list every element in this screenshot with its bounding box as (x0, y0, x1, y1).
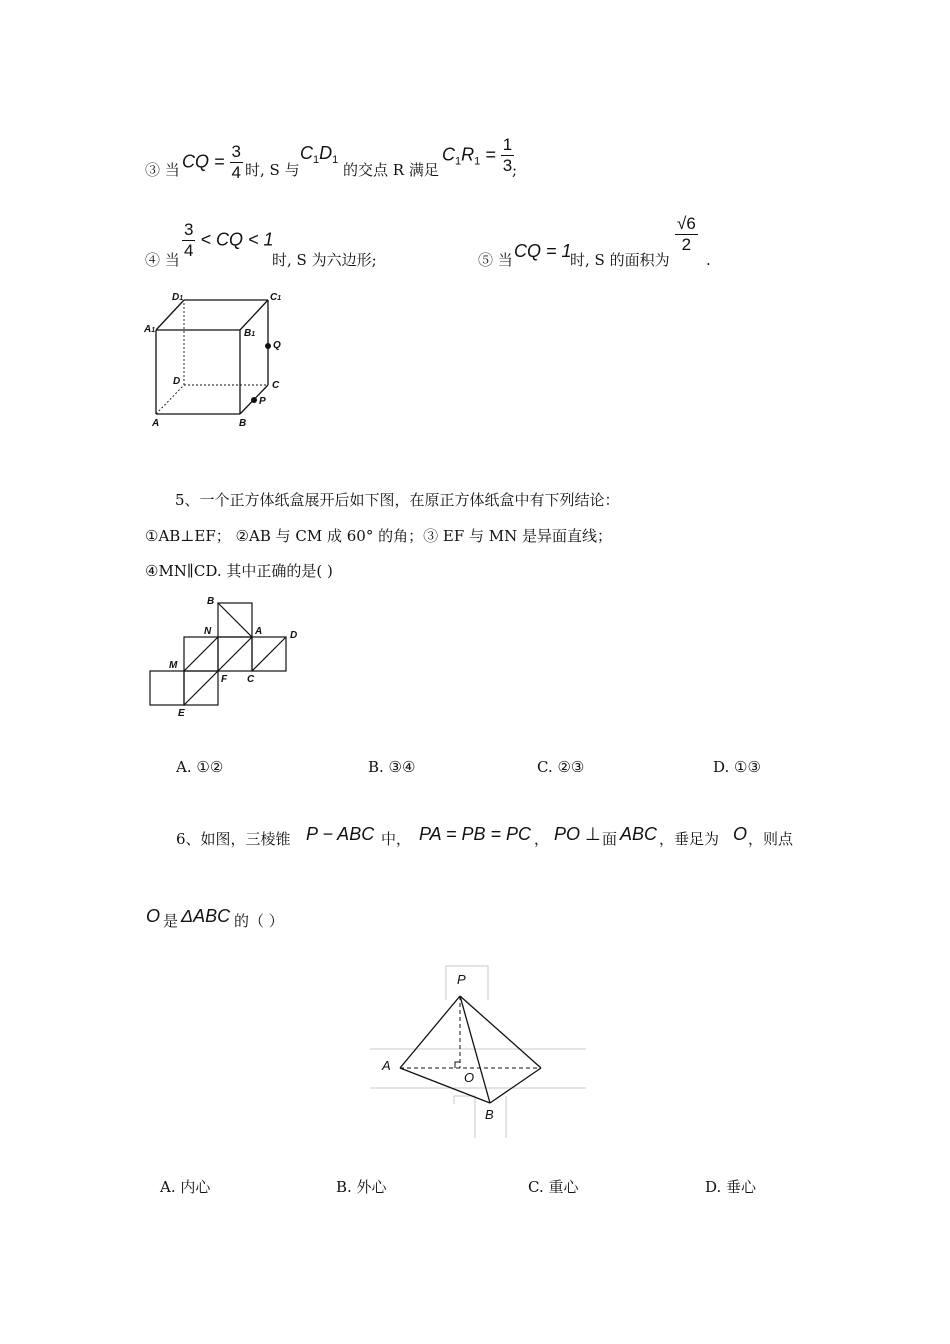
q5-stem: 5、一个正方体纸盒展开后如下图，在原正方体纸盒中有下列结论： (175, 491, 620, 509)
edge-pc (460, 996, 541, 1068)
pyramid-label-o: O (464, 1070, 475, 1085)
net-label-e: E (178, 708, 185, 719)
net-label-a: A (255, 626, 263, 637)
label-q: Q (273, 340, 281, 351)
item-5-suffix: . (706, 251, 711, 269)
q6-perpendicular: PO ⊥ (554, 824, 601, 844)
q6-pyramid: P − ABC (306, 824, 375, 844)
q5-statement-line3: ④MN∥CD. 其中正确的是( ) (145, 562, 333, 580)
q6-foot: O (733, 824, 748, 844)
edge-pa (400, 996, 460, 1068)
figure-frame-lines (370, 966, 586, 1138)
net-label-c: C (247, 674, 255, 685)
q5-statement-line2: ①AB⊥EF； ②AB 与 CM 成 60° 的角；③ EF 与 MN 是异面直线； (145, 527, 613, 545)
q6-face: 面 (602, 830, 618, 848)
label-p: P (259, 396, 266, 407)
label-c: C (272, 380, 280, 391)
net-label-n: N (204, 626, 212, 637)
q6-mid2: ，垂足为 (659, 830, 720, 848)
edge-ab-front (400, 1068, 490, 1103)
q6-end: ，则点 (748, 830, 794, 848)
label-b1: B1 (244, 328, 256, 339)
edge-bc-front (490, 1068, 541, 1103)
net-label-b: B (207, 596, 215, 607)
pyramid-label-b: B (485, 1107, 494, 1122)
net-label-m: M (169, 660, 178, 671)
item-4-inequality: < CQ < 1 (200, 229, 274, 250)
label-d1: D1 (172, 292, 184, 303)
pyramid-label-p: P (457, 972, 466, 987)
item-4-fraction: $\frac{3}{4}$ (184, 220, 194, 260)
q6-option-b[interactable]: B. 外心 (336, 1178, 387, 1196)
item-4-prefix: ④ 当 (145, 251, 180, 269)
item-3-mid: 时, S 与 (245, 161, 300, 179)
right-angle-mark (455, 1062, 460, 1068)
item-3-condition-fraction: $\frac{3}{4}$ (231, 142, 241, 182)
item-3-mid2: 的交点 R 满足 (343, 161, 439, 179)
label-b: B (239, 418, 247, 429)
item-3-result-fraction: $\frac{1}{3}$ (502, 135, 513, 175)
q5-option-a[interactable]: A. ①② (176, 758, 224, 776)
q6-equal-edges: PA = PB = PC (419, 824, 532, 844)
q6-option-d[interactable]: D. 垂心 (705, 1178, 757, 1196)
q6-line2-end: 的（ ） (234, 912, 284, 930)
item-5-prefix: ⑤ 当 (478, 251, 513, 269)
item-3-result: $C_1R_1$ = $\frac{1}{3}$ (442, 135, 513, 175)
item-5-mid: 时, S 的面积为 (570, 251, 670, 269)
q6-mid1: 中， (381, 830, 412, 848)
q6-plane: ABC (620, 824, 658, 844)
net-label-f: F (221, 674, 228, 685)
q6-comma: ， (534, 830, 550, 848)
item-5-condition: CQ = 1 (514, 241, 572, 261)
item-5-fraction: $\frac{√6}{2}$ (677, 214, 696, 254)
net-label-d: D (290, 630, 298, 641)
item-3-condition-lhs: CQ = (182, 151, 225, 172)
q6-line2-triangle: ΔABC (181, 906, 231, 926)
label-c1: C1 (270, 292, 282, 303)
q6-line2-o: O (146, 906, 161, 926)
pyramid-label-a: A (382, 1058, 391, 1073)
q6-line2-is: 是 (163, 912, 179, 930)
item-4-suffix: 时, S 为六边形; (272, 251, 377, 269)
item-3-prefix: ③ 当 (145, 161, 180, 179)
label-a1: A1 (144, 324, 156, 335)
q5-option-c[interactable]: C. ②③ (537, 758, 585, 776)
q6-option-c[interactable]: C. 重心 (528, 1178, 579, 1196)
q5-option-b[interactable]: B. ③④ (368, 758, 416, 776)
q6-option-a[interactable]: A. 内心 (160, 1178, 211, 1196)
q5-option-d[interactable]: D. ①③ (713, 758, 761, 776)
item-3-segment: $C_1D_1$ (300, 143, 339, 166)
label-d: D (173, 376, 181, 387)
item-3-suffix: ; (512, 161, 518, 179)
q6-prefix: 6、如图，三棱锥 (176, 830, 291, 848)
label-a: A (152, 418, 160, 429)
